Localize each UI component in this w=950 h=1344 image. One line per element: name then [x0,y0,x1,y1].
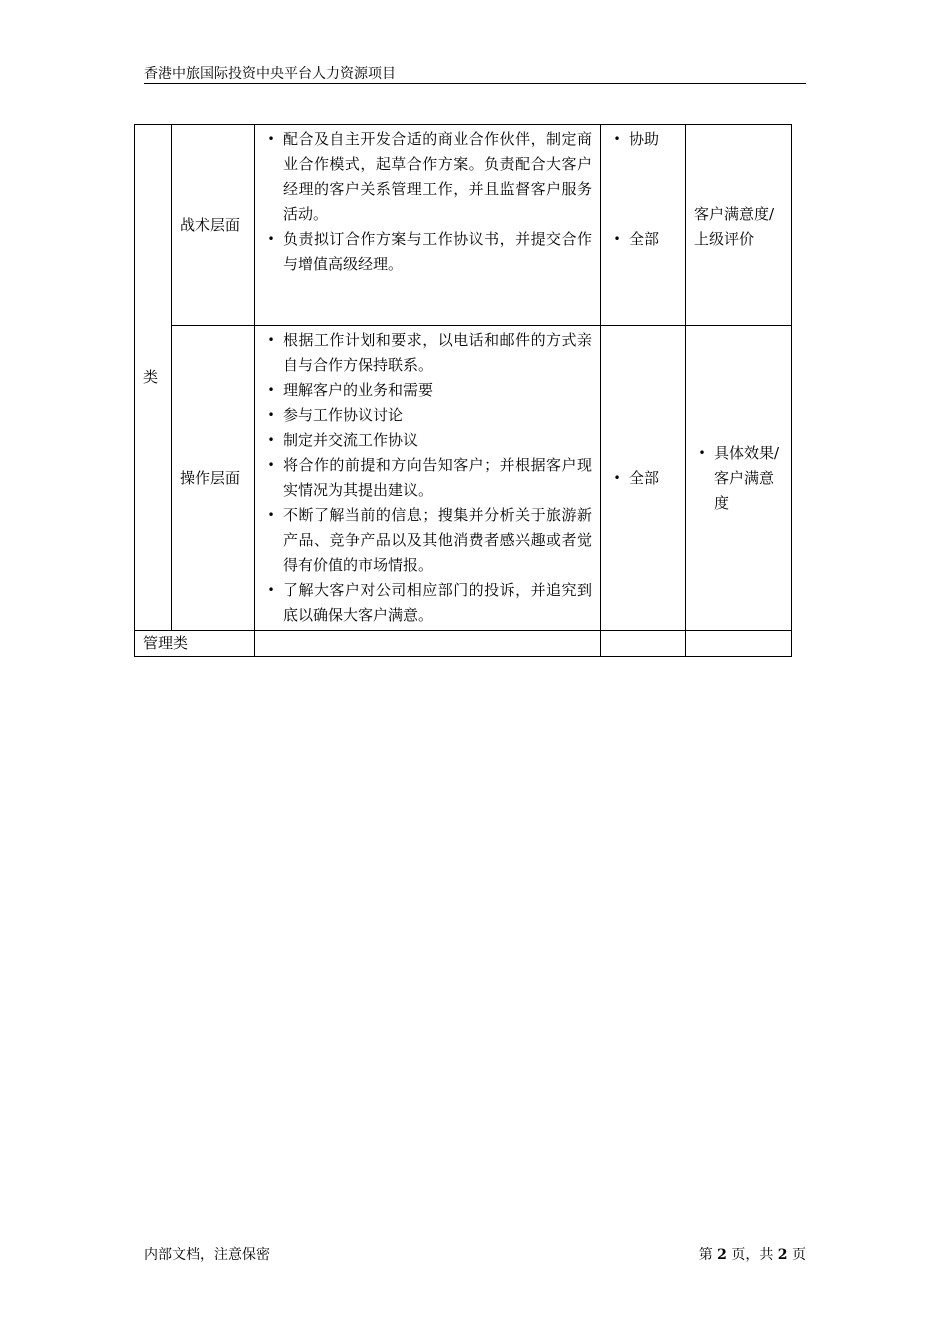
table-row [135,326,792,631]
bullet-icon: • [267,433,275,447]
responsibility-table [134,124,792,657]
list-item: • 参与工作协议讨论 [259,403,592,428]
bullet-icon: • [613,470,621,485]
level-label: 操作层面 [180,468,241,487]
list-item: • 具体效果/客户满意度 [690,441,787,516]
list-item: • 负责拟订合作方案与工作协议书，并提交合作与增值高级经理。 [259,227,592,277]
category-label: 管理类 [143,634,189,652]
bullet-icon: • [267,583,275,597]
level-label: 战术层面 [180,215,241,234]
bullet-icon: • [613,132,621,146]
tasks-cell [255,326,601,631]
list-item: • 全部 [605,227,681,252]
page-header-title: 香港中旅国际投资中央平台人力资源项目 [144,66,396,82]
list-item: • 不断了解当前的信息；搜集并分析关于旅游新产品、竞争产品以及其他消费者感兴趣或者觉得有价值的市场情报。 [259,503,592,578]
category-label: 类 [143,368,159,386]
list-item: • 将合作的前提和方向告知客户；并根据客户现实情况为其提出建议。 [259,453,592,503]
bullet-icon: • [267,458,275,472]
list-item: • 协助 [605,127,681,152]
participation-cell [601,125,686,326]
list-item: • 理解客户的业务和需要 [259,378,592,403]
bullet-icon: • [267,232,275,246]
empty-cell [686,631,792,657]
bullet-icon: • [267,333,275,347]
list-item: • 了解大客户对公司相应部门的投诉，并追究到底以确保大客户满意。 [259,578,592,628]
level-cell [172,125,255,326]
bullet-icon: • [613,232,621,246]
tasks-cell [255,125,601,326]
bullet-icon: • [267,508,275,522]
category-cell [135,631,255,657]
confidentiality-note: 内部文档，注意保密 [144,1247,270,1263]
table-row [135,125,792,326]
empty-cell [601,631,686,657]
page-number: 第 2 页，共 2 页 [698,1247,806,1263]
list-item: • 根据工作计划和要求，以电话和邮件的方式亲自与合作方保持联系。 [259,328,592,378]
bullet-icon: • [267,132,275,146]
bullet-icon: • [267,408,275,422]
table-row [135,631,792,657]
participation-cell [601,326,686,631]
metric-cell [686,326,792,631]
metric-cell [686,125,792,326]
empty-cell [255,631,601,657]
list-item: • 制定并交流工作协议 [259,428,592,453]
bullet-icon: • [267,383,275,397]
header-divider [144,83,806,84]
metric-label: 客户满意度/上级评价 [694,205,775,248]
bullet-icon: • [698,445,706,460]
level-cell [172,326,255,631]
list-item: • 全部 [605,466,681,491]
category-cell [135,125,172,631]
list-item: • 配合及自主开发合适的商业合作伙伴，制定商业合作模式，起草合作方案。负责配合大客户经理的客户关系管理工作，并且监督客户服务活动。 [259,127,592,227]
